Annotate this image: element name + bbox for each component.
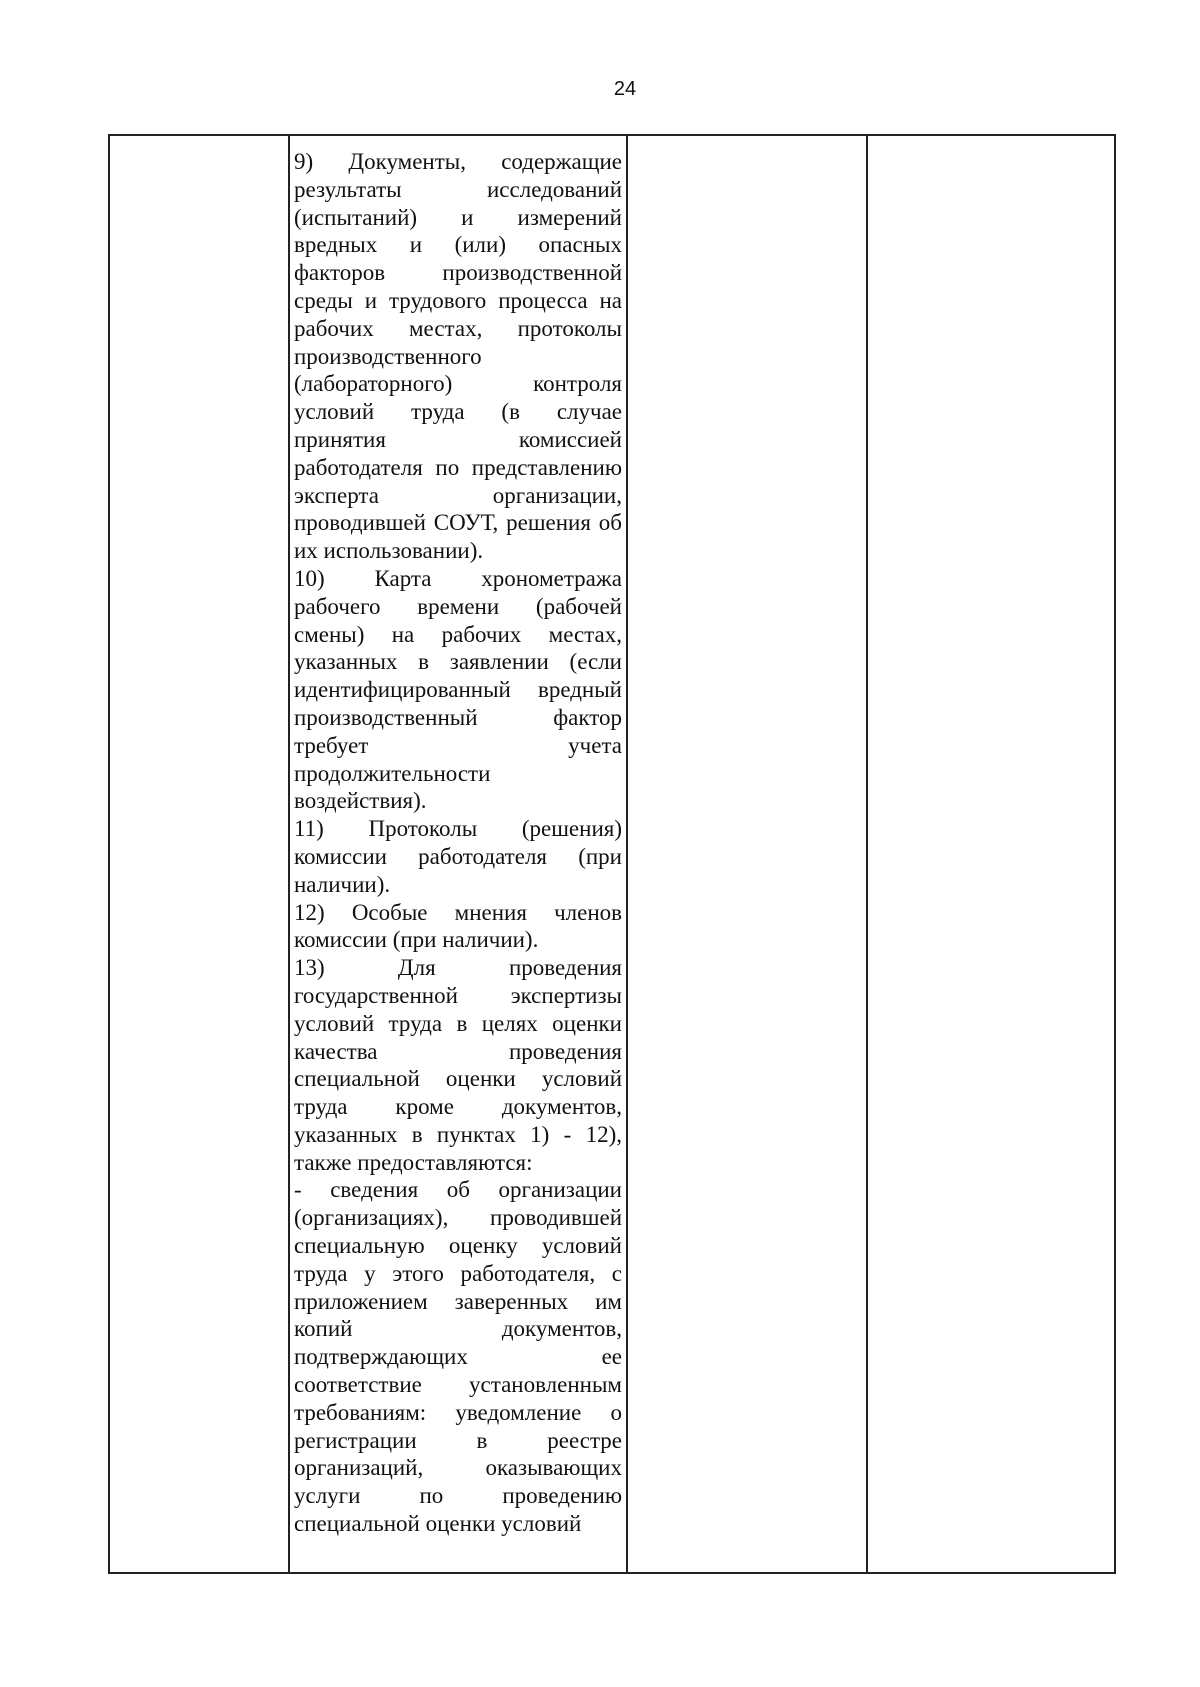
column-divider (288, 136, 290, 1572)
document-table (108, 134, 1116, 1574)
paragraph-item-12: 12) Особые мнения членов комиссии (при наличии). (294, 899, 622, 953)
column-divider (866, 136, 868, 1572)
column-divider (626, 136, 628, 1572)
paragraph-item-10: 10) Карта хронометража рабочего времени (рабочей смены) на рабочих местах, указанных в заявлении (если идентифицированный вредный производственный фактор требует учета продолжительности воздействия). (294, 565, 622, 814)
paragraph-organization-info: - сведения об организации (организациях), проводившей специальную оценку условий труда у этого работодателя, с приложением заверенных им копий документов, подтверждающих ее соответствие установленным требованиям: уведомление о регистрации в реестре организаций, оказывающих услуги по проведению специальной оценки условий (294, 1177, 622, 1537)
paragraph-item-13: 13) Для проведения государственной экспертизы условий труда в целях оценки качества проведения специальной оценки условий труда кроме документов, указанных в пунктах 1) - 12), также предоставляются: (294, 955, 622, 1175)
paragraph-item-9: 9) Документы, содержащие результаты исследований (испытаний) и измерений вредных и (или) опасных факторов производственной среды и трудового процесса на рабочих местах, протоколы производственного (лабораторного) контроля условий труда (в случае принятия комиссией работодателя по представлению эксперта организации, проводившей СОУТ, решения об их использовании). (294, 149, 622, 564)
table-cell-requirements (294, 148, 622, 1538)
page-number: 24 (613, 78, 637, 100)
paragraph-item-11: 11) Протоколы (решения) комиссии работодателя (при наличии). (294, 816, 622, 897)
